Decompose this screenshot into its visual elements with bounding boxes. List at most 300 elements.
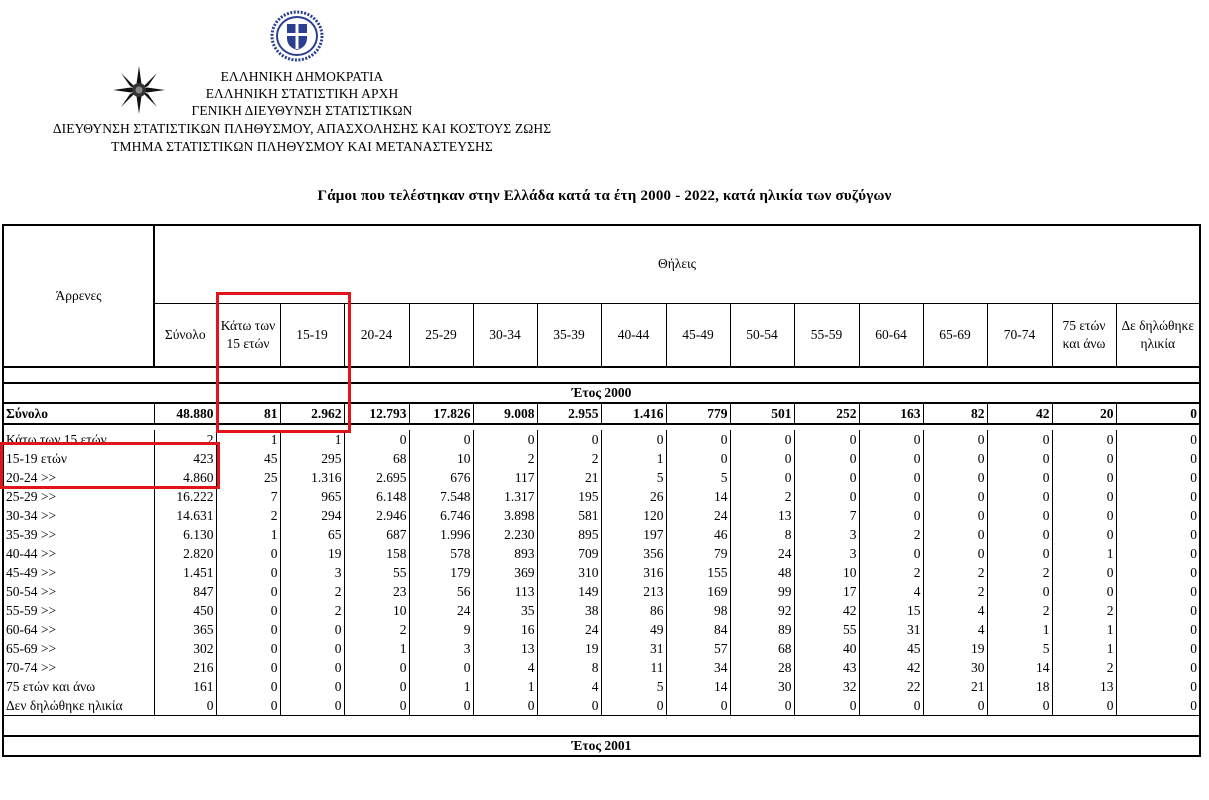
table-cell: 0	[1052, 430, 1116, 449]
table-cell: 42	[859, 658, 923, 677]
row-label: 50-54 >>	[3, 582, 154, 601]
table-cell: 216	[154, 658, 216, 677]
table-row	[3, 544, 1200, 563]
column-header: 35-39	[537, 303, 601, 367]
table-cell: 45	[216, 449, 280, 468]
row-label: 15-19 ετών	[3, 449, 154, 468]
table-cell: 16.222	[154, 487, 216, 506]
row-label: 60-64 >>	[3, 620, 154, 639]
table-cell: 5	[666, 468, 730, 487]
row-label: Δεν δηλώθηκε ηλικία	[3, 696, 154, 716]
header-line-2: ΕΛΛΗΝΙΚΗ ΣΤΑΤΙΣΤΙΚΗ ΑΡΧΗ	[205, 86, 399, 101]
table-cell: 0	[1052, 449, 1116, 468]
row-label: Σύνολο	[3, 403, 154, 424]
table-cell: 2.820	[154, 544, 216, 563]
table-cell: 158	[344, 544, 409, 563]
spacer	[3, 716, 1200, 736]
table-cell: 2	[987, 563, 1052, 582]
table-cell: 0	[1052, 525, 1116, 544]
table-cell: 0	[923, 544, 987, 563]
table-cell: 21	[923, 677, 987, 696]
table-cell: 161	[154, 677, 216, 696]
table-cell: 0	[666, 696, 730, 716]
table-cell: 2	[473, 449, 537, 468]
column-header: 40-44	[601, 303, 666, 367]
header-line-3: ΓΕΝΙΚΗ ΔΙΕΥΘΥΝΣΗ ΣΤΑΤΙΣΤΙΚΩΝ	[191, 103, 413, 118]
row-label: 75 ετών και άνω	[3, 677, 154, 696]
table-cell: 2.230	[473, 525, 537, 544]
table-cell: 581	[537, 506, 601, 525]
header-line-5: ΤΜΗΜΑ ΣΤΑΤΙΣΤΙΚΩΝ ΠΛΗΘΥΣΜΟΥ ΚΑΙ ΜΕΤΑΝΑΣΤΕΥΣΗΣ	[111, 139, 493, 154]
table-cell: 2	[216, 506, 280, 525]
table-cell: 450	[154, 601, 216, 620]
table-cell: 149	[537, 582, 601, 601]
table-cell: 43	[794, 658, 859, 677]
table-cell: 55	[794, 620, 859, 639]
table-cell: 2.962	[280, 403, 344, 424]
table-cell: 0	[730, 430, 794, 449]
table-cell: 0	[280, 658, 344, 677]
table-cell: 0	[1116, 525, 1200, 544]
table-row	[3, 639, 1200, 658]
table-cell: 0	[1116, 468, 1200, 487]
table-cell: 0	[859, 468, 923, 487]
row-label: 20-24 >>	[3, 468, 154, 487]
table-cell: 20	[1052, 403, 1116, 424]
table-cell: 0	[216, 677, 280, 696]
table-cell: 501	[730, 403, 794, 424]
table-cell: 0	[923, 468, 987, 487]
table-cell: 0	[987, 696, 1052, 716]
table-cell: 3	[794, 525, 859, 544]
table-cell: 8	[537, 658, 601, 677]
table-cell: 99	[730, 582, 794, 601]
column-header: 75 ετών και άνω	[1052, 303, 1116, 367]
table-cell: 197	[601, 525, 666, 544]
table-cell: 0	[1052, 696, 1116, 716]
table-cell: 1	[216, 430, 280, 449]
table-cell: 0	[987, 449, 1052, 468]
table-cell: 30	[923, 658, 987, 677]
table-cell: 1	[987, 620, 1052, 639]
table-cell: 2	[987, 601, 1052, 620]
table-cell: 46	[666, 525, 730, 544]
table-cell: 1	[280, 430, 344, 449]
table-cell: 14	[666, 677, 730, 696]
table-cell: 709	[537, 544, 601, 563]
table-cell: 65	[280, 525, 344, 544]
table-row	[3, 677, 1200, 696]
table-cell: 294	[280, 506, 344, 525]
table-cell: 0	[730, 468, 794, 487]
table-cell: 79	[666, 544, 730, 563]
table-cell: 0	[794, 468, 859, 487]
table-cell: 68	[344, 449, 409, 468]
table-cell: 49	[601, 620, 666, 639]
greek-coat-of-arms-icon	[270, 10, 324, 62]
table-cell: 0	[1116, 620, 1200, 639]
table-cell: 2.946	[344, 506, 409, 525]
table-cell: 0	[923, 696, 987, 716]
year-2000-label: Έτος 2000	[3, 383, 1200, 403]
table-cell: 0	[409, 658, 473, 677]
table-cell: 2	[1052, 601, 1116, 620]
table-cell: 2	[923, 563, 987, 582]
column-header: Δε δηλώθηκε ηλικία	[1116, 303, 1200, 367]
table-cell: 2	[280, 582, 344, 601]
table-cell: 55	[344, 563, 409, 582]
table-cell: 1.416	[601, 403, 666, 424]
column-header: 15-19	[280, 303, 344, 367]
table-cell: 10	[794, 563, 859, 582]
column-header: 65-69	[923, 303, 987, 367]
table-cell: 9	[409, 620, 473, 639]
table-cell: 32	[794, 677, 859, 696]
table-cell: 0	[473, 696, 537, 716]
table-cell: 1	[409, 677, 473, 696]
table-cell: 0	[859, 506, 923, 525]
table-cell: 24	[730, 544, 794, 563]
table-cell: 4.860	[154, 468, 216, 487]
table-cell: 13	[473, 639, 537, 658]
table-cell: 0	[280, 639, 344, 658]
table-cell: 2	[537, 449, 601, 468]
table-cell: 0	[409, 696, 473, 716]
table-cell: 2	[859, 563, 923, 582]
table-cell: 0	[730, 449, 794, 468]
table-cell: 8	[730, 525, 794, 544]
table-cell: 0	[1116, 449, 1200, 468]
table-cell: 10	[409, 449, 473, 468]
column-header: 30-34	[473, 303, 537, 367]
row-label: 40-44 >>	[3, 544, 154, 563]
table-cell: 0	[216, 639, 280, 658]
total-row	[3, 403, 1200, 424]
table-cell: 1	[1052, 639, 1116, 658]
table-cell: 213	[601, 582, 666, 601]
table-cell: 1.451	[154, 563, 216, 582]
table-cell: 0	[730, 696, 794, 716]
table-cell: 82	[923, 403, 987, 424]
table-cell: 365	[154, 620, 216, 639]
table-cell: 0	[987, 430, 1052, 449]
table-cell: 2.955	[537, 403, 601, 424]
table-cell: 18	[987, 677, 1052, 696]
table-cell: 0	[1116, 696, 1200, 716]
row-label: 65-69 >>	[3, 639, 154, 658]
table-cell: 0	[280, 677, 344, 696]
table-cell: 0	[1116, 582, 1200, 601]
table-cell: 0	[1052, 506, 1116, 525]
table-cell: 7	[794, 506, 859, 525]
table-cell: 86	[601, 601, 666, 620]
table-cell: 169	[666, 582, 730, 601]
table-cell: 1	[473, 677, 537, 696]
table-cell: 0	[1116, 403, 1200, 424]
table-cell: 1	[344, 639, 409, 658]
table-cell: 19	[923, 639, 987, 658]
table-cell: 22	[859, 677, 923, 696]
table-cell: 0	[1052, 582, 1116, 601]
table-cell: 117	[473, 468, 537, 487]
row-label: 70-74 >>	[3, 658, 154, 677]
column-header: 25-29	[409, 303, 473, 367]
table-cell: 0	[216, 582, 280, 601]
table-cell: 113	[473, 582, 537, 601]
table-cell: 23	[344, 582, 409, 601]
column-header: Κάτω των 15 ετών	[216, 303, 280, 367]
table-cell: 2	[154, 430, 216, 449]
table-cell: 35	[473, 601, 537, 620]
table-cell: 2	[1052, 658, 1116, 677]
table-cell: 0	[1116, 658, 1200, 677]
table-cell: 14.631	[154, 506, 216, 525]
table-cell: 1	[1052, 620, 1116, 639]
table-cell: 847	[154, 582, 216, 601]
table-cell: 13	[1052, 677, 1116, 696]
table-cell: 1	[216, 525, 280, 544]
table-cell: 84	[666, 620, 730, 639]
table-cell: 13	[730, 506, 794, 525]
table-cell: 1.316	[280, 468, 344, 487]
table-cell: 687	[344, 525, 409, 544]
table-cell: 45	[859, 639, 923, 658]
table-cell: 0	[666, 430, 730, 449]
table-cell: 5	[601, 468, 666, 487]
table-cell: 3	[280, 563, 344, 582]
table-cell: 24	[666, 506, 730, 525]
table-cell: 0	[601, 696, 666, 716]
table-cell: 965	[280, 487, 344, 506]
row-label: 45-49 >>	[3, 563, 154, 582]
column-header: 55-59	[794, 303, 859, 367]
table-cell: 0	[216, 544, 280, 563]
table-cell: 0	[1052, 563, 1116, 582]
row-header-males: Άρρενες	[3, 225, 154, 367]
table-cell: 48.880	[154, 403, 216, 424]
table-cell: 0	[923, 525, 987, 544]
table-cell: 0	[1116, 506, 1200, 525]
table-row	[3, 563, 1200, 582]
table-cell: 5	[601, 677, 666, 696]
table-cell: 3	[794, 544, 859, 563]
table-cell: 0	[923, 449, 987, 468]
table-cell: 12.793	[344, 403, 409, 424]
table-cell: 14	[987, 658, 1052, 677]
row-label: 35-39 >>	[3, 525, 154, 544]
table-cell: 24	[409, 601, 473, 620]
table-cell: 6.148	[344, 487, 409, 506]
table-cell: 578	[409, 544, 473, 563]
table-cell: 0	[1052, 468, 1116, 487]
table-cell: 0	[923, 487, 987, 506]
table-cell: 40	[794, 639, 859, 658]
table-row	[3, 658, 1200, 677]
column-header: Σύνολο	[154, 303, 216, 367]
column-header: 45-49	[666, 303, 730, 367]
table-cell: 1.996	[409, 525, 473, 544]
table-cell: 302	[154, 639, 216, 658]
table-cell: 0	[344, 696, 409, 716]
page-title: Γάμοι που τελέστηκαν στην Ελλάδα κατά τα έτη 2000 - 2022, κατά ηλικία των συζύγων	[317, 188, 892, 204]
table-cell: 92	[730, 601, 794, 620]
table-row	[3, 506, 1200, 525]
table-cell: 0	[1116, 639, 1200, 658]
table-cell: 4	[859, 582, 923, 601]
table-cell: 195	[537, 487, 601, 506]
table-cell: 0	[601, 430, 666, 449]
table-cell: 779	[666, 403, 730, 424]
marriages-table	[2, 224, 1201, 757]
table-cell: 0	[859, 696, 923, 716]
column-header: 70-74	[987, 303, 1052, 367]
table-cell: 0	[344, 430, 409, 449]
table-cell: 17	[794, 582, 859, 601]
table-cell: 155	[666, 563, 730, 582]
table-cell: 316	[601, 563, 666, 582]
table-cell: 6.130	[154, 525, 216, 544]
table-row	[3, 620, 1200, 639]
table-cell: 0	[923, 506, 987, 525]
table-cell: 42	[987, 403, 1052, 424]
table-cell: 2	[344, 620, 409, 639]
table-cell: 0	[923, 430, 987, 449]
table-cell: 7.548	[409, 487, 473, 506]
table-cell: 179	[409, 563, 473, 582]
table-cell: 81	[216, 403, 280, 424]
table-cell: 252	[794, 403, 859, 424]
table-cell: 0	[859, 487, 923, 506]
table-cell: 4	[923, 601, 987, 620]
table-cell: 0	[216, 563, 280, 582]
table-cell: 0	[216, 620, 280, 639]
table-cell: 2	[859, 525, 923, 544]
table-cell: 3.898	[473, 506, 537, 525]
table-cell: 38	[537, 601, 601, 620]
table-cell: 19	[537, 639, 601, 658]
table-cell: 68	[730, 639, 794, 658]
table-cell: 0	[1116, 677, 1200, 696]
table-cell: 1	[1052, 544, 1116, 563]
table-cell: 676	[409, 468, 473, 487]
table-cell: 356	[601, 544, 666, 563]
table-cell: 56	[409, 582, 473, 601]
table-cell: 163	[859, 403, 923, 424]
table-cell: 3	[409, 639, 473, 658]
table-cell: 10	[344, 601, 409, 620]
table-cell: 0	[280, 696, 344, 716]
table-cell: 48	[730, 563, 794, 582]
row-label: 30-34 >>	[3, 506, 154, 525]
table-cell: 0	[409, 430, 473, 449]
row-label: 25-29 >>	[3, 487, 154, 506]
table-cell: 0	[1116, 563, 1200, 582]
table-cell: 26	[601, 487, 666, 506]
table-cell: 42	[794, 601, 859, 620]
table-cell: 30	[730, 677, 794, 696]
table-cell: 120	[601, 506, 666, 525]
table-cell: 0	[987, 582, 1052, 601]
table-cell: 0	[794, 487, 859, 506]
header-line-4: ΔΙΕΥΘΥΝΣΗ ΣΤΑΤΙΣΤΙΚΩΝ ΠΛΗΘΥΣΜΟΥ, ΑΠΑΣΧΟΛΗΣΗΣ ΚΑΙ ΚΟΣΤΟΥΣ ΖΩΗΣ	[52, 121, 552, 136]
table-cell: 0	[987, 544, 1052, 563]
table-row	[3, 487, 1200, 506]
year-2001-label: Έτος 2001	[3, 736, 1200, 756]
table-cell: 2.695	[344, 468, 409, 487]
col-group-females: Θήλεις	[154, 225, 1200, 303]
table-cell: 11	[601, 658, 666, 677]
table-cell: 0	[344, 658, 409, 677]
table-cell: 0	[666, 449, 730, 468]
table-cell: 2	[923, 582, 987, 601]
table-cell: 0	[794, 430, 859, 449]
table-cell: 4	[537, 677, 601, 696]
table-cell: 15	[859, 601, 923, 620]
table-cell: 0	[216, 696, 280, 716]
table-cell: 1.317	[473, 487, 537, 506]
highlight-box-columns	[216, 292, 351, 433]
table-cell: 893	[473, 544, 537, 563]
table-cell: 0	[1116, 544, 1200, 563]
header-line-1: ΕΛΛΗΝΙΚΗ ΔΗΜΟΚΡΑΤΙΑ	[220, 69, 384, 84]
table-cell: 31	[601, 639, 666, 658]
table-cell: 0	[216, 658, 280, 677]
table-cell: 4	[473, 658, 537, 677]
column-header: 60-64	[859, 303, 923, 367]
column-header: 20-24	[344, 303, 409, 367]
table-cell: 16	[473, 620, 537, 639]
table-cell: 0	[987, 468, 1052, 487]
table-cell: 0	[537, 430, 601, 449]
table-cell: 0	[987, 525, 1052, 544]
table-cell: 423	[154, 449, 216, 468]
table-cell: 2	[280, 601, 344, 620]
table-cell: 57	[666, 639, 730, 658]
table-row	[3, 601, 1200, 620]
table-cell: 0	[794, 696, 859, 716]
table-cell: 28	[730, 658, 794, 677]
table-cell: 895	[537, 525, 601, 544]
table-cell: 7	[216, 487, 280, 506]
table-cell: 295	[280, 449, 344, 468]
table-row	[3, 525, 1200, 544]
table-cell: 1	[601, 449, 666, 468]
table-cell: 0	[473, 430, 537, 449]
table-cell: 0	[1116, 601, 1200, 620]
table-cell: 0	[794, 449, 859, 468]
table-cell: 0	[1116, 430, 1200, 449]
table-cell: 0	[537, 696, 601, 716]
table-cell: 310	[537, 563, 601, 582]
table-cell: 0	[859, 430, 923, 449]
table-cell: 0	[1052, 487, 1116, 506]
table-cell: 25	[216, 468, 280, 487]
table-cell: 0	[280, 620, 344, 639]
table-cell: 0	[987, 487, 1052, 506]
table-cell: 9.008	[473, 403, 537, 424]
table-cell: 369	[473, 563, 537, 582]
table-cell: 17.826	[409, 403, 473, 424]
table-cell: 98	[666, 601, 730, 620]
table-cell: 21	[537, 468, 601, 487]
table-cell: 5	[987, 639, 1052, 658]
table-cell: 0	[987, 506, 1052, 525]
table-cell: 0	[344, 677, 409, 696]
table-cell: 34	[666, 658, 730, 677]
table-cell: 19	[280, 544, 344, 563]
table-cell: 0	[154, 696, 216, 716]
table-cell: 31	[859, 620, 923, 639]
